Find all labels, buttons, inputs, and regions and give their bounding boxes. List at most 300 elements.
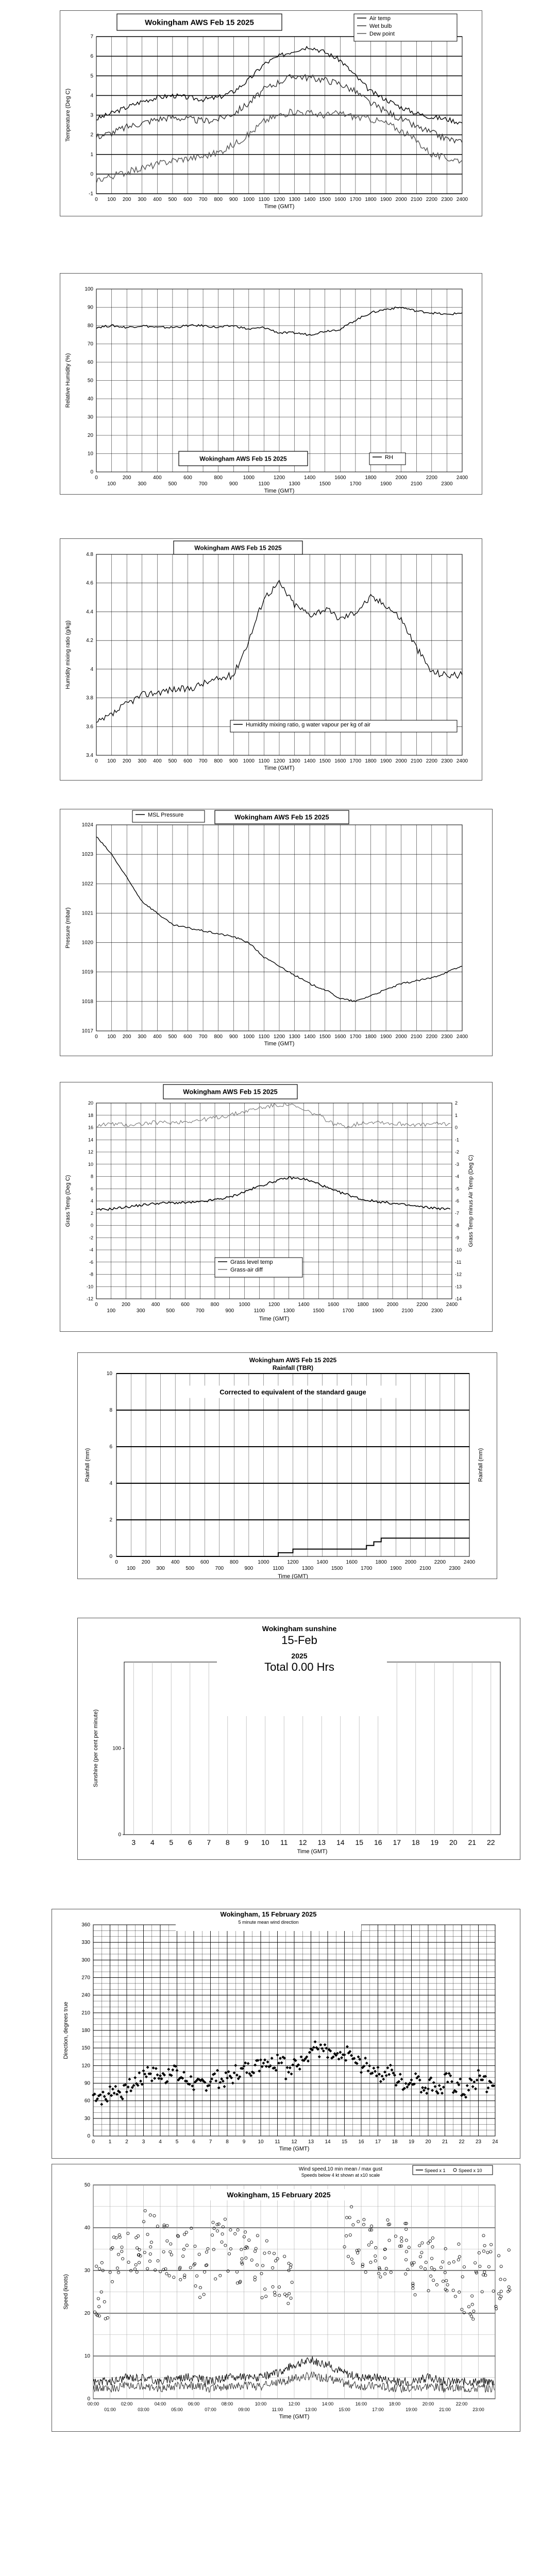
x-tick-label: 0: [95, 475, 98, 481]
x-tick-label-top: 02:00: [121, 2401, 133, 2406]
x-tick-label: 400: [171, 1560, 180, 1565]
x-tick-label: 800: [214, 758, 223, 764]
legend-label: Air temp: [369, 15, 391, 22]
x-tick-label: 1300: [289, 1034, 300, 1040]
x-tick-label: 800: [229, 1560, 239, 1565]
x-tick-label: 400: [153, 1034, 162, 1040]
speed-x10-point: [508, 2249, 510, 2251]
x-tick-label: 22: [459, 2139, 465, 2145]
x-tick-label: 0: [95, 197, 98, 202]
x-tick-label: 2100: [411, 758, 422, 764]
chart-total: Total 0.00 Hrs: [264, 1660, 334, 1673]
x-tick-label: 1400: [304, 475, 316, 481]
x-tick-label: 1600: [327, 1302, 340, 1308]
x-tick-label: 3: [131, 1838, 136, 1846]
x-tick-label: 300: [138, 197, 147, 202]
x-tick-label: 2400: [446, 1302, 458, 1308]
x-tick-label: 2000: [395, 758, 407, 764]
legend-label: Speed x 10: [459, 2168, 482, 2173]
y-tick-label: 7: [90, 34, 93, 40]
x-tick-label: 2000: [386, 1302, 399, 1308]
sunshine-chart: [78, 1618, 520, 1859]
rainfall-chart-panel: [77, 1352, 497, 1579]
x-tick-label: 10: [258, 2139, 264, 2145]
x-tick-label: 1500: [319, 758, 331, 764]
x-tick-label: 2: [125, 2139, 128, 2145]
rainfall-chart: [78, 1353, 497, 1579]
y-tick-label: 4: [90, 93, 93, 99]
y2-tick-label: -13: [455, 1284, 462, 1290]
x-tick-label: 1900: [390, 1566, 402, 1571]
x-tick-label: 7: [207, 1838, 211, 1846]
y-tick-label: 60: [84, 2098, 90, 2104]
chart-subtitle: 15-Feb: [281, 1634, 317, 1647]
y-tick-label: 40: [87, 396, 93, 402]
x-tick-label: 6: [188, 1838, 192, 1846]
y2-tick-label: -12: [455, 1272, 462, 1277]
y-tick-label: 8: [90, 1174, 93, 1179]
x-tick-label: 1800: [365, 758, 377, 764]
x-tick-label: 1500: [319, 197, 331, 202]
y-tick-label: 50: [84, 2182, 90, 2188]
x-tick-label: 1800: [357, 1302, 369, 1308]
x-tick-label: 900: [229, 481, 238, 487]
x-tick-label: 500: [168, 197, 177, 202]
x-tick-label: 0: [92, 2139, 95, 2145]
x-tick-label: 1900: [380, 1034, 392, 1040]
y-tick-label: 0: [109, 1554, 112, 1560]
chart-subtitle: 5 minute mean wind direction: [238, 1920, 299, 1925]
x-tick-label: 1900: [380, 481, 392, 487]
x-tick-label: 600: [183, 475, 192, 481]
y-axis-label: Grass Temp (Deg C): [65, 1175, 71, 1227]
x-tick-label: 2000: [395, 197, 407, 202]
x-tick-label: 9: [244, 1838, 249, 1846]
y-tick-label: -12: [86, 1296, 93, 1301]
x-tick-label: 6: [192, 2139, 195, 2145]
x-tick-label-top: 10:00: [255, 2401, 267, 2406]
y-tick-label: 2: [90, 1210, 93, 1216]
x-tick-label: 2200: [426, 1034, 437, 1040]
x-tick-label: 11: [280, 1838, 288, 1846]
x-tick-label-top: 16:00: [355, 2401, 367, 2406]
x-tick-label: 300: [136, 1308, 145, 1314]
x-tick-label: 200: [122, 1302, 130, 1308]
y-tick-label: 4.8: [86, 552, 93, 557]
x-tick-label-top: 18:00: [388, 2401, 401, 2406]
x-tick-label: 1400: [304, 758, 316, 764]
chart-subtitle: Rainfall (TBR): [272, 1364, 314, 1371]
legend-label: Grass-air diff: [230, 1267, 263, 1273]
x-tick-label: 500: [166, 1308, 175, 1314]
chart-year: 2025: [291, 1652, 308, 1660]
x-tick-label: 500: [168, 1034, 177, 1040]
speed-x10-point: [507, 2290, 510, 2293]
x-tick-label: 1100: [258, 197, 270, 202]
grass-temp-chart-panel: [60, 1082, 493, 1332]
x-tick-label: 1000: [258, 1560, 269, 1565]
y-tick-label: 0: [90, 1223, 93, 1228]
grass-temp-chart: [60, 1082, 492, 1331]
y-tick-label: 2: [90, 132, 93, 138]
y-tick-label: 50: [87, 378, 93, 384]
x-tick-label: 400: [153, 758, 162, 764]
x-tick-label: 20: [449, 1838, 458, 1846]
x-tick-label: 100: [107, 197, 116, 202]
legend-label: Humidity mixing ratio, g water vapour per kg of air: [246, 722, 371, 728]
speed-x10-point: [508, 2285, 510, 2288]
temperature-chart: [60, 11, 482, 216]
y-tick-label: 10: [84, 2353, 90, 2359]
x-tick-label: 2200: [426, 758, 437, 764]
y-tick-label: 30: [84, 2115, 90, 2122]
y-tick-label: 100: [112, 1745, 121, 1752]
y-tick-label: 6: [109, 1444, 112, 1450]
sunshine-chart-panel: [77, 1618, 520, 1860]
speed-x10-point: [509, 2289, 511, 2291]
x-tick-label: 1300: [301, 1566, 314, 1571]
x-tick-label: 1100: [253, 1308, 265, 1314]
x-tick-label: 1300: [289, 481, 300, 487]
x-tick-label: 2200: [426, 197, 437, 202]
x-tick-label: 1000: [243, 758, 255, 764]
y-tick-label: 100: [84, 286, 93, 292]
y2-tick-label: -2: [455, 1149, 460, 1155]
x-tick-label: 2100: [411, 481, 422, 487]
x-axis-label: Time (GMT): [264, 765, 295, 771]
y-tick-label: 6: [90, 1186, 93, 1192]
x-tick-label: 200: [122, 758, 131, 764]
speed-x10-point: [500, 2265, 502, 2268]
x-tick-label-top: 06:00: [188, 2401, 200, 2406]
y2-tick-label: -7: [455, 1210, 460, 1216]
x-tick-label: 1400: [316, 1560, 328, 1565]
y-tick-label: 240: [81, 1992, 90, 1998]
x-tick-label: 100: [107, 481, 116, 487]
x-tick-label: 0: [115, 1560, 118, 1565]
chart-subtitle-2: Speeds below 4 kt shown at x10 scale: [301, 2173, 380, 2178]
y-tick-label: 90: [87, 304, 93, 311]
y-tick-label: -10: [86, 1284, 93, 1290]
x-tick-label: 1600: [334, 475, 346, 481]
x-tick-label-top: 00:00: [87, 2401, 99, 2406]
x-tick-label: 9: [242, 2139, 246, 2145]
y-tick-label: 10: [87, 451, 93, 457]
x-tick-label: 21: [442, 2139, 448, 2145]
y-tick-label: 120: [81, 2063, 90, 2069]
x-tick-label: 700: [198, 197, 208, 202]
x-tick-label: 900: [229, 197, 238, 202]
x-tick-label: 1100: [273, 1566, 284, 1571]
speed-x10-point: [500, 2290, 502, 2293]
x-tick-label: 700: [198, 758, 208, 764]
y-tick-label: 10: [106, 1371, 112, 1377]
x-tick-label: 1700: [342, 1308, 354, 1314]
x-tick-label: 200: [122, 197, 131, 202]
y-tick-label: 1: [90, 151, 93, 158]
x-tick-label: 2000: [395, 1034, 407, 1040]
x-tick-label: 8: [225, 1838, 230, 1846]
y-tick-label: 210: [81, 2010, 90, 2016]
x-tick-label: 1500: [319, 481, 331, 487]
y-axis-label: Direction, degrees true: [63, 2002, 69, 2059]
y-tick-label: 20: [88, 1100, 93, 1106]
x-tick-label: 22: [486, 1838, 495, 1846]
y-tick-label: 60: [87, 360, 93, 365]
x-tick-label: 300: [138, 481, 147, 487]
x-tick-label: 1800: [365, 197, 377, 202]
y-tick-label: 1021: [81, 910, 93, 917]
y-tick-label: 1023: [81, 852, 93, 858]
x-tick-label: 600: [183, 758, 192, 764]
x-tick-label: 1100: [258, 1034, 270, 1040]
x-tick-label: 1000: [243, 197, 255, 202]
y-tick-label: -1: [89, 191, 93, 197]
x-tick-label: 17: [393, 1838, 401, 1846]
y-tick-label: 30: [87, 414, 93, 420]
x-tick-label: 1900: [380, 758, 392, 764]
x-tick-label-top: 20:00: [422, 2401, 434, 2406]
x-tick-label: 2300: [449, 1566, 461, 1571]
x-tick-label: 1300: [289, 197, 300, 202]
x-tick-label: 15: [355, 1838, 364, 1846]
x-tick-label: 2300: [441, 758, 453, 764]
x-tick-label: 2100: [419, 1566, 431, 1571]
y2-tick-label: 1: [455, 1112, 458, 1118]
x-tick-label: 700: [215, 1566, 224, 1571]
legend-label: Wet bulb: [369, 23, 392, 29]
x-tick-label-bottom: 13:00: [305, 2407, 317, 2412]
x-tick-label: 600: [181, 1302, 190, 1308]
y-tick-label: 1019: [81, 969, 93, 975]
chart-title: Wokingham, 15 February 2025: [220, 1910, 317, 1918]
x-tick-label: 800: [214, 475, 223, 481]
x-tick-label: 500: [185, 1566, 195, 1571]
y2-axis-label: Grass Temp minus Air Temp (Deg C): [468, 1155, 474, 1247]
x-tick-label: 1400: [304, 197, 316, 202]
x-axis-label: Time (GMT): [264, 1041, 295, 1047]
x-tick-label: 11: [275, 2139, 280, 2145]
y-axis-label: Relative Humidity (%): [65, 353, 71, 408]
x-tick-label: 700: [198, 481, 208, 487]
x-axis-label: Time (GMT): [279, 2414, 310, 2420]
speed-x10-point: [498, 2255, 500, 2257]
y-tick-label: 150: [81, 2045, 90, 2052]
y-tick-label: 4: [109, 1481, 112, 1486]
x-tick-label: 100: [107, 1308, 116, 1314]
x-tick-label: 100: [107, 1034, 116, 1040]
x-tick-label: 1700: [349, 1034, 362, 1040]
x-tick-label: 700: [195, 1308, 205, 1314]
wind-speed-chart-panel: [52, 2164, 520, 2432]
x-axis-label: Time (GMT): [297, 1849, 328, 1855]
wind-direction-chart: [52, 1909, 520, 2158]
x-tick-label: 8: [226, 2139, 229, 2145]
speed-x10-point: [498, 2293, 500, 2295]
x-tick-label: 2200: [426, 475, 437, 481]
x-tick-label: 7: [209, 2139, 212, 2145]
chart-title: Wokingham sunshine: [262, 1624, 337, 1633]
x-tick-label: 300: [156, 1566, 165, 1571]
x-tick-label: 400: [151, 1302, 160, 1308]
chart-title: Wokingham AWS Feb 15 2025: [145, 18, 254, 27]
x-tick-label: 500: [168, 758, 177, 764]
x-tick-label-top: 12:00: [288, 2401, 300, 2406]
x-tick-label: 2400: [463, 1560, 476, 1565]
x-tick-label: 0: [95, 1302, 98, 1308]
x-tick-label: 200: [122, 475, 131, 481]
x-tick-label-bottom: 01:00: [104, 2407, 116, 2412]
y-tick-label: 4: [90, 1198, 93, 1204]
chart-title: Wokingham AWS Feb 15 2025: [234, 813, 329, 821]
x-axis-label: Time (GMT): [279, 2146, 310, 2152]
y-tick-label: 3.8: [86, 695, 93, 701]
mixing-ratio-chart: [60, 539, 482, 780]
x-tick-label: 2300: [441, 197, 453, 202]
y-tick-label: 3: [90, 112, 93, 118]
x-axis-label: Time (GMT): [259, 1316, 290, 1322]
y-tick-label: 4.6: [86, 580, 93, 586]
x-tick-label-top: 08:00: [221, 2401, 233, 2406]
y2-tick-label: -11: [455, 1259, 462, 1265]
chart-title: Wokingham, 15 February 2025: [227, 2191, 331, 2199]
y-tick-label: 14: [88, 1137, 93, 1143]
y-tick-label: 6: [90, 54, 93, 60]
y-tick-label: 0: [90, 469, 93, 475]
chart-subtitle: Wind speed,10 min mean / max gust: [298, 2166, 383, 2172]
x-tick-label: 1400: [304, 1034, 316, 1040]
x-tick-label: 1800: [375, 1560, 387, 1565]
y-tick-label: 1024: [81, 822, 93, 828]
x-tick-label: 21: [468, 1838, 477, 1846]
x-tick-label: 1: [108, 2139, 112, 2145]
y-tick-label: 1018: [81, 998, 93, 1005]
y-tick-label: 80: [87, 323, 93, 329]
x-tick-label: 1200: [268, 1302, 280, 1308]
y-tick-label: 90: [84, 2080, 90, 2087]
x-axis-label: Time (GMT): [264, 204, 295, 210]
x-tick-label: 4: [150, 1838, 155, 1846]
x-tick-label: 1600: [334, 758, 346, 764]
x-tick-label: 12: [291, 2139, 297, 2145]
x-tick-label: 2400: [456, 1034, 468, 1040]
x-tick-label: 1600: [334, 1034, 346, 1040]
x-tick-label: 0: [95, 758, 98, 764]
x-tick-label: 2300: [441, 1034, 453, 1040]
x-tick-label: 1000: [243, 475, 255, 481]
y-tick-label: 12: [88, 1149, 93, 1155]
y-tick-label: 1022: [81, 881, 93, 887]
x-tick-label: 1200: [273, 758, 285, 764]
x-tick-label: 2300: [441, 481, 453, 487]
y-tick-label: 1017: [81, 1028, 93, 1034]
x-tick-label: 300: [138, 1034, 147, 1040]
x-tick-label: 900: [229, 1034, 238, 1040]
pressure-chart-panel: [60, 809, 493, 1056]
x-tick-label-bottom: 17:00: [372, 2407, 384, 2412]
chart-title: Wokingham AWS Feb 15 2025: [183, 1088, 278, 1096]
y-tick-label: 3.4: [86, 753, 93, 758]
x-tick-label: 16: [358, 2139, 364, 2145]
temperature-chart-panel: [60, 10, 482, 216]
x-axis-label: Time (GMT): [278, 1573, 308, 1579]
x-tick-label: 1100: [258, 481, 270, 487]
x-tick-label-bottom: 07:00: [205, 2407, 216, 2412]
y2-tick-label: -5: [455, 1186, 460, 1192]
chart-title: Wokingham AWS Feb 15 2025: [249, 1357, 337, 1364]
x-tick-label-top: 14:00: [322, 2401, 334, 2406]
y2-tick-label: 2: [455, 1100, 458, 1106]
x-tick-label: 900: [229, 758, 238, 764]
x-tick-label: 2400: [456, 475, 468, 481]
speed-x10-point: [503, 2278, 506, 2281]
x-tick-label: 900: [244, 1566, 253, 1571]
x-tick-label: 400: [153, 197, 162, 202]
x-tick-label: 1600: [346, 1560, 358, 1565]
x-tick-label: 900: [225, 1308, 234, 1314]
x-tick-label: 2000: [404, 1560, 416, 1565]
chart-title: Wokingham AWS Feb 15 2025: [199, 455, 287, 463]
x-axis-label: Time (GMT): [264, 488, 295, 494]
y-tick-label: 1020: [81, 940, 93, 946]
y-axis-label: Sunshine (per cent per minute): [93, 1709, 99, 1788]
y-tick-label: 0: [87, 2133, 90, 2139]
x-tick-label: 1800: [365, 1034, 377, 1040]
x-tick-label: 1300: [289, 758, 300, 764]
x-tick-label: 3: [142, 2139, 145, 2145]
humidity-chart-panel: [60, 273, 482, 495]
x-tick-label: 1400: [298, 1302, 310, 1308]
y-tick-label: 4: [90, 666, 93, 672]
x-tick-label: 0: [95, 1034, 98, 1040]
x-tick-label: 1200: [287, 1560, 299, 1565]
x-tick-label: 16: [374, 1838, 382, 1846]
y-tick-label: 300: [81, 1957, 90, 1963]
x-tick-label-bottom: 23:00: [472, 2407, 484, 2412]
x-tick-label: 1000: [239, 1302, 250, 1308]
x-tick-label: 18: [392, 2139, 398, 2145]
humidity-chart: [60, 274, 482, 494]
x-tick-label: 2100: [411, 197, 422, 202]
y2-tick-label: -4: [455, 1174, 460, 1179]
y2-tick-label: 0: [455, 1125, 458, 1130]
x-tick-label-bottom: 03:00: [138, 2407, 149, 2412]
speed-x10-point: [499, 2278, 502, 2281]
x-tick-label: 200: [122, 1034, 131, 1040]
x-tick-label: 800: [210, 1302, 219, 1308]
x-tick-label: 2200: [434, 1560, 446, 1565]
y-tick-label: 4.2: [86, 638, 93, 644]
y-tick-label: 330: [81, 1940, 90, 1946]
x-tick-label: 5: [169, 1838, 174, 1846]
x-tick-label: 1500: [319, 1034, 331, 1040]
y-tick-label: 18: [88, 1112, 93, 1118]
x-tick-label: 1000: [243, 1034, 255, 1040]
x-tick-label-bottom: 05:00: [171, 2407, 183, 2412]
x-tick-label: 1200: [273, 197, 285, 202]
x-tick-label: 17: [375, 2139, 381, 2145]
x-tick-label: 13: [317, 1838, 326, 1846]
x-tick-label: 2400: [456, 758, 468, 764]
legend-label: MSL Pressure: [148, 812, 184, 818]
x-tick-label: 2000: [395, 475, 407, 481]
x-tick-label: 14: [325, 2139, 331, 2145]
wind-direction-chart-panel: [52, 1909, 520, 2159]
x-tick-label: 1200: [273, 475, 285, 481]
y2-tick-label: -9: [455, 1235, 460, 1241]
x-tick-label: 2200: [416, 1302, 428, 1308]
y-tick-label: 180: [81, 2028, 90, 2033]
